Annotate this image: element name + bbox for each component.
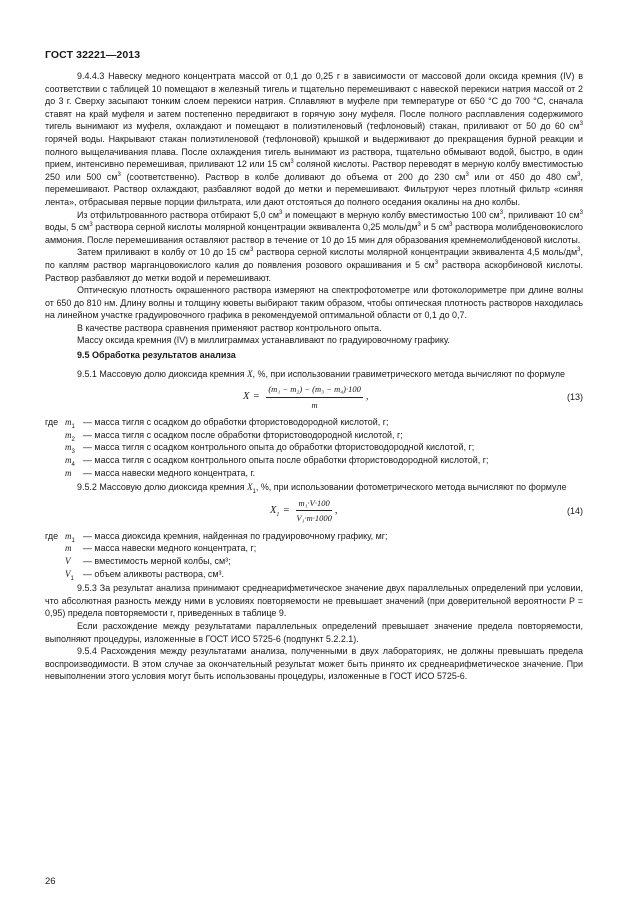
definition-row: V — вместимость мерной колбы, см³;: [65, 556, 231, 566]
formula-14-denominator: V₁·m·1000: [296, 513, 332, 524]
formula-13-number: (13): [566, 392, 583, 403]
formula-13-denominator: m: [311, 399, 318, 410]
paragraph-aliquot: Из отфильтрованного раствора отбирают 5,0 $см^3$ и помещают в мерную колбу вместимостью 100 $см^3$, приливают 10 $см^3$ воды, 5 $см^3$ раствора серной кислоты молярной концентрации эквивалента 0,25 моль/$дм^3$ и 5 $см^3$ раствора молибденовокислого аммония. После перемешивания оставляют раствор в течение от 10 до 15 мин для образования кремнемолибденовой кислоты.: [45, 209, 583, 245]
paragraph-acid: Затем приливают в колбу от 10 до 15 $см^3$ раствора серной кислоты молярной концентрации эквивалента 4,5 моль/$дм^3$, по каплям раствор марганцовокислого калия до появления розового окрашивания и 5 $см^3$ раствора аскорбиновой кислоты. Раствор разбавляют до метки водой и перемешивают.: [45, 247, 583, 283]
paragraph-951: 9.5.1 Массовую долю диоксида кремния X, %, при использовании гравиметрического метода вычисляют по формуле: [77, 368, 566, 379]
definition-row: m — масса навески медного концентрата, г;: [65, 543, 257, 554]
document-header: ГОСТ 32221—2013: [45, 49, 141, 61]
definition-row: где $m_1$ — масса тигля с осадком до обработки фтористоводородной кислотой, г;: [45, 417, 389, 431]
definitions-14: [45, 530, 583, 580]
definition-row: $m_2$ — масса тигля с осадком после обработки фтористоводородной кислотой, г;: [65, 429, 403, 443]
section-heading-9-5: 9.5 Обработка результатов анализа: [77, 350, 236, 361]
definitions-13: [45, 416, 583, 479]
definition-row: m — масса навески медного концентрата, г.: [65, 467, 256, 478]
formula-14-number: (14): [566, 505, 583, 516]
paragraph-9443: 9.4.4.3 Навеску медного концентрата массой от 0,1 до 0,25 г в зависимости от массовой доли оксида кремния (IV) в соответствии с таблицей 10 помещают в железный тигель и тщательно перемешивают с навеской перекиси натрия массой от 2 до 3 г. Сверху засыпают тонким слоем перекиси натрия. Сплавляют в муфеле при температуре от 650 °С до 700 °С, сначала ставят на край муфеля и затем постепенно передвигают в горячую зону муфеля. После полного расплавления содержимого тигель вынимают из муфеля, охлаждают и помещают в полиэтиленовый (тефлоновый) стакан, приливают от 50 до 60 $см^3$ горячей воды. Накрывают стакан полиэтиленовой (тефлоновой) крышкой и выдерживают до прекращения бурной реакции и полного выщелачивания плава. После охлаждения тигель вынимают из раствора, тщательно обмывают водой, быстро, в один прием, интенсивно перемешивая, приливают 12 или 15 $см^3$ соляной кислоты. Раствор переводят в мерную колбу вместимостью 250 или 500 $см^3$ (соответственно). Раствор в колбе доливают до объема от 200 до 230 $см^3$ или от 450 до 480 $см^3$, перемешивают. Раствор охлаждают, разбавляют водой до метки и перемешивают. Фильтруют через плотный фильтр «синяя лента», отбрасывая первые порции фильтрата, или дают отстояться до полного оседания окалины на дно колбы.: [45, 71, 583, 207]
formula-14-numerator: m₁·V·100: [296, 497, 331, 512]
formula-14-fraction: [296, 497, 332, 525]
page-number: 26: [45, 876, 56, 887]
paragraph-mass-silica: Массу оксида кремния (IV) в миллиграммах устанавливают по градуировочному графику.: [77, 335, 450, 346]
paragraph-953: 9.5.3 За результат анализа принимают среднеарифметическое значение двух параллельных определений при условии, что абсолютная разность между ними в условиях повторяемости не превышает значений (при доверительной вероятности P = 0,95) предела повторяемости r, приведенных в таблице 9.: [45, 583, 583, 619]
formula-14-lhs: $X_1$: [270, 504, 280, 518]
formula-13: X = $\frac{\text{(m₁ − m₂) − (m₃ − m₄)·100}}{m}$ , (13): [243, 384, 583, 410]
paragraph-952: 9.5.2 Массовую долю диоксида кремния $X_1$, %, при использовании фотометрического метода вычисляют по формуле: [77, 482, 567, 495]
paragraph-optical-density: Оптическую плотность окрашенного раствора измеряют на спектрофотометре или фотоколориметре при длине волны от 650 до 810 нм. Длину волны и толщину кюветы выбирают таким образом, чтобы оптическая плотность растворов находилась на линейном участке градуировочного графика в рекомендуемой оптимальной области от 0,1 до 0,7.: [45, 285, 583, 321]
paragraph-954: 9.5.4 Расхождения между результатами анализа, полученными в двух лабораториях, не должны превышать предела воспроизводимости. В этом случае за окончательный результат может быть принято их среднеарифметическое значение. При невыполнении этого условия могут быть использованы процедуры, изложенные в ГОСТ ИСО 5725-6.: [45, 646, 583, 682]
formula-14: $X_1$ = $\frac{\text{m₁·V·100}}{\text{V₁·m·1000}}$ , (14): [270, 497, 583, 524]
document-body: [45, 70, 583, 683]
formula-13-fraction: [266, 383, 363, 411]
definition-row: $m_4$ — масса тигля с осадком контрольного опыта после обработки фтористоводородной кислотой, г;: [65, 455, 489, 468]
paragraph-953-continued: Если расхождение между результатами параллельных определений превышает значение предела повторяемости, выполняют процедуры, изложенные в ГОСТ ИСО 5725-6 (подпункт 5.2.2.1).: [45, 620, 583, 644]
definition-row: где $m_1$ — масса диоксида кремния, найденная по градуировочному графику, мг;: [45, 530, 388, 544]
formula-13-numerator: (m₁ − m₂) − (m₃ − m₄)·100: [266, 383, 363, 398]
definition-row: $V_1$ — объем аликвоты раствора, см³.: [65, 568, 225, 582]
definition-row: $m_3$ — масса тигля с осадком контрольного опыта до обработки фтористоводородной кислотой, г;: [65, 442, 475, 456]
paragraph-reference-solution: В качестве раствора сравнения применяют раствор контрольного опыта.: [77, 322, 382, 333]
formula-13-lhs: X: [243, 390, 250, 402]
